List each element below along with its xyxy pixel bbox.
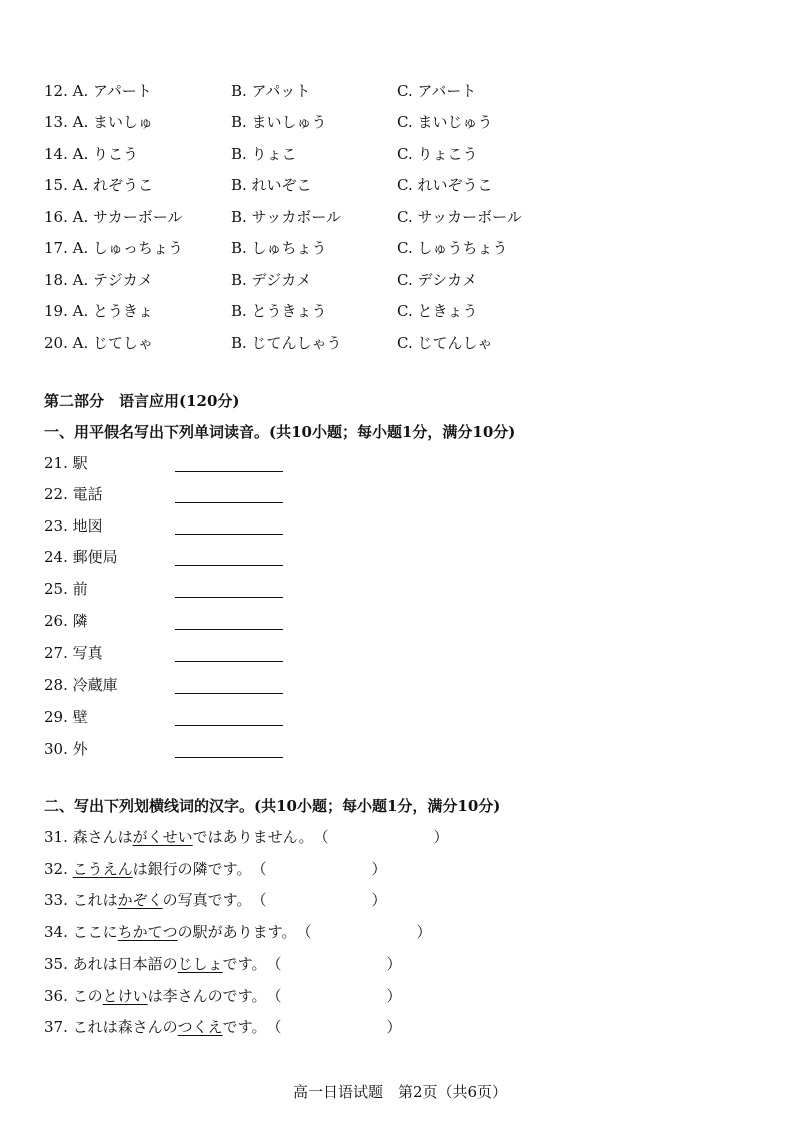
section2-title: 二、写出下列划横线词的汉字。(共10小题；每小题1分，满分10分): [44, 797, 501, 815]
option-b: B. アパット: [231, 82, 311, 100]
answer-parentheses[interactable]: （ ）: [296, 923, 432, 941]
answer-blank[interactable]: [175, 471, 283, 472]
option-a: 13. A. まいしゅ: [44, 113, 153, 131]
vocab-question: [0, 515, 800, 539]
option-c: C. れいぞうこ: [397, 176, 493, 194]
question-suffix: です。: [222, 1018, 267, 1036]
answer-parentheses[interactable]: （ ）: [266, 1018, 402, 1036]
choice-row: [0, 111, 800, 135]
underlined-word: ちかてつ: [117, 923, 178, 941]
option-b: B. とうきょう: [231, 302, 327, 320]
vocab-prompt: 27. 写真: [44, 644, 103, 662]
option-c: C. デシカメ: [397, 271, 478, 289]
answer-parentheses[interactable]: （ ）: [251, 891, 387, 909]
kanji-question: [44, 858, 386, 882]
question-prefix: 34. ここに: [44, 923, 118, 941]
answer-blank[interactable]: [175, 502, 283, 503]
option-b: B. まいしゅう: [231, 113, 327, 131]
option-b: B. りょこ: [231, 145, 297, 163]
answer-parentheses[interactable]: （ ）: [266, 987, 402, 1005]
kanji-question: [44, 953, 401, 977]
vocab-question: [0, 610, 800, 634]
kanji-question: [44, 889, 386, 913]
vocab-question: [0, 546, 800, 570]
option-a: 17. A. しゅっちょう: [44, 239, 183, 257]
answer-blank[interactable]: [175, 693, 283, 694]
option-b: B. しゅちょう: [231, 239, 327, 257]
question-suffix: は銀行の隣です。: [132, 860, 252, 878]
vocab-question: [0, 738, 800, 762]
option-c: C. アバート: [397, 82, 477, 100]
option-b: B. れいぞこ: [231, 176, 312, 194]
option-a: 18. A. テジカメ: [44, 271, 153, 289]
section1-title: 一、用平假名写出下列单词读音。(共10小题；每小题1分，满分10分): [44, 423, 516, 441]
option-c: C. しゅうちょう: [397, 239, 508, 257]
choice-row: [0, 269, 800, 293]
choice-row: [0, 206, 800, 230]
question-prefix: 37. これは森さんの: [44, 1018, 178, 1036]
option-c: C. ときょう: [397, 302, 478, 320]
vocab-prompt: 29. 壁: [44, 708, 88, 726]
choice-row: [0, 80, 800, 104]
choice-row: [0, 300, 800, 324]
vocab-question: [0, 452, 800, 476]
vocab-prompt: 26. 隣: [44, 612, 88, 630]
kanji-question: [44, 921, 431, 945]
option-a: 14. A. りこう: [44, 145, 138, 163]
answer-blank[interactable]: [175, 597, 283, 598]
answer-parentheses[interactable]: （ ）: [266, 955, 402, 973]
option-b: B. じてんしゃう: [231, 334, 342, 352]
vocab-prompt: 24. 郵便局: [44, 548, 118, 566]
vocab-question: [0, 674, 800, 698]
question-suffix: は李さんのです。: [147, 987, 267, 1005]
option-c: C. りょこう: [397, 145, 478, 163]
underlined-word: がくせい: [132, 828, 193, 846]
vocab-prompt: 23. 地図: [44, 517, 103, 535]
underlined-word: じしょ: [177, 955, 223, 973]
option-b: B. デジカメ: [231, 271, 312, 289]
question-suffix: の写真です。: [162, 891, 252, 909]
option-a: 16. A. サカーボール: [44, 208, 183, 226]
kanji-question: [44, 826, 449, 850]
question-suffix: の駅があります。: [177, 923, 297, 941]
vocab-prompt: 28. 冷蔵庫: [44, 676, 118, 694]
underlined-word: こうえん: [72, 860, 133, 878]
vocab-prompt: 30. 外: [44, 740, 88, 758]
question-prefix: 36. この: [44, 987, 103, 1005]
question-suffix: ではありません。: [192, 828, 314, 846]
vocab-question: [0, 642, 800, 666]
choice-row: [0, 237, 800, 261]
kanji-question: [44, 1016, 401, 1040]
kanji-question: [44, 985, 401, 1009]
answer-blank[interactable]: [175, 661, 283, 662]
vocab-prompt: 25. 前: [44, 580, 88, 598]
choice-row: [0, 143, 800, 167]
underlined-word: かぞく: [117, 891, 163, 909]
option-c: C. じてんしゃ: [397, 334, 493, 352]
page-footer: 高一日语试题 第2页（共6页）: [292, 1083, 508, 1101]
answer-blank[interactable]: [175, 534, 283, 535]
vocab-prompt: 21. 駅: [44, 454, 88, 472]
option-a: 12. A. アパート: [44, 82, 152, 100]
question-suffix: です。: [222, 955, 267, 973]
option-b: B. サッカボール: [231, 208, 341, 226]
answer-blank[interactable]: [175, 629, 283, 630]
answer-blank[interactable]: [175, 725, 283, 726]
vocab-question: [0, 706, 800, 730]
answer-blank[interactable]: [175, 565, 283, 566]
question-prefix: 31. 森さんは: [44, 828, 133, 846]
question-prefix: 32.: [44, 860, 73, 878]
vocab-prompt: 22. 電話: [44, 485, 103, 503]
vocab-question: [0, 578, 800, 602]
option-a: 19. A. とうきょ: [44, 302, 153, 320]
part2-title: 第二部分 语言应用(120分): [44, 392, 240, 410]
question-prefix: 33. これは: [44, 891, 118, 909]
answer-parentheses[interactable]: （ ）: [251, 860, 387, 878]
question-prefix: 35. あれは日本語の: [44, 955, 178, 973]
choice-row: [0, 174, 800, 198]
answer-parentheses[interactable]: （ ）: [313, 828, 449, 846]
choice-row: [0, 332, 800, 356]
option-a: 15. A. れぞうこ: [44, 176, 153, 194]
answer-blank[interactable]: [175, 757, 283, 758]
underlined-word: とけい: [102, 987, 148, 1005]
option-c: C. サッカーボール: [397, 208, 522, 226]
vocab-question: [0, 483, 800, 507]
underlined-word: つくえ: [177, 1018, 223, 1036]
option-a: 20. A. じてしゃ: [44, 334, 153, 352]
option-c: C. まいじゅう: [397, 113, 493, 131]
